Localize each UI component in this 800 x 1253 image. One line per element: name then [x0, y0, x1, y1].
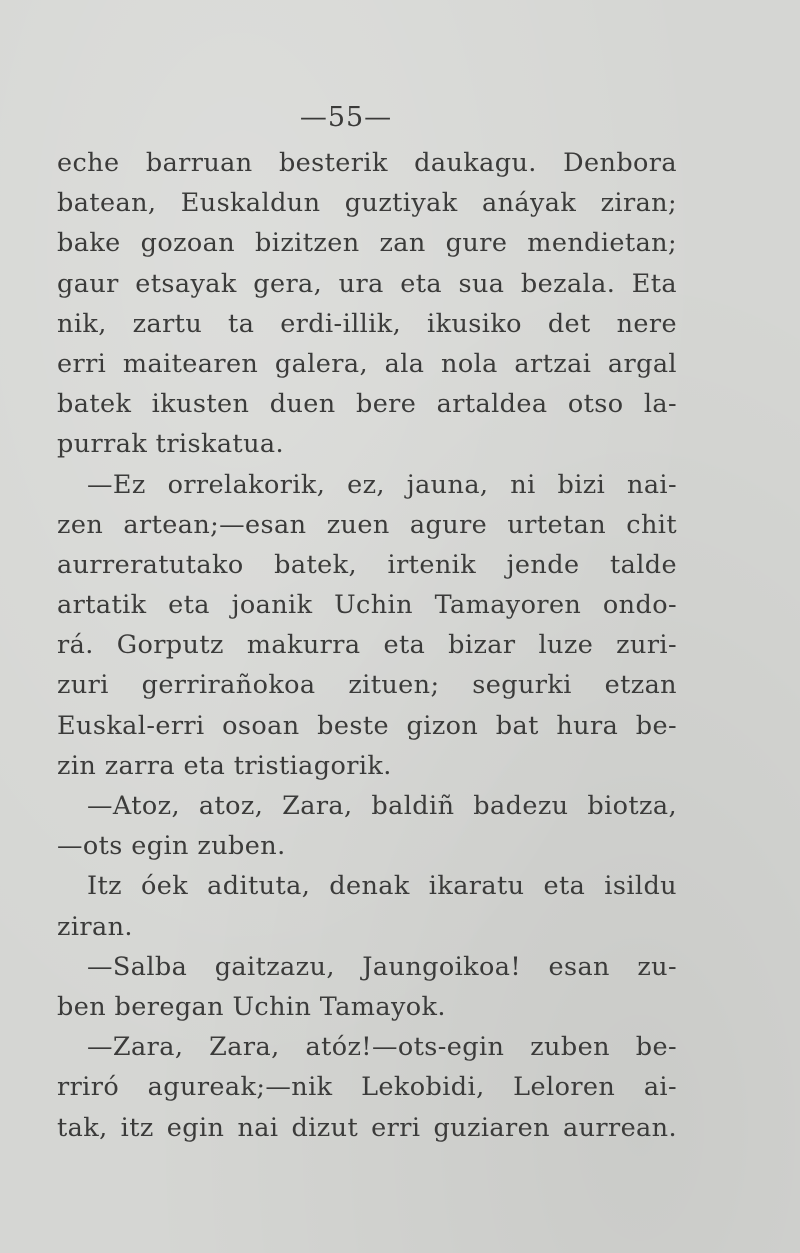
- text-line: zuri gerrirañokoa zituen; segurki etzan: [57, 670, 677, 701]
- text-line: bake gozoan bizitzen zan gure mendietan;: [57, 228, 677, 259]
- text-line: ziran.: [57, 911, 133, 942]
- text-line: tak, itz egin nai dizut erri guziaren aurrean.: [57, 1112, 677, 1143]
- text-line: Euskal-erri osoan beste gizon bat hura be-: [57, 710, 677, 741]
- page-number: —55—: [299, 102, 393, 133]
- text-line: erri maitearen galera, ala nola artzai argal: [57, 348, 677, 379]
- text-line: —Zara, Zara, atóz!—ots-egin zuben be-: [87, 1032, 677, 1063]
- text-line: nik, zartu ta erdi-illik, ikusiko det nere: [57, 308, 677, 339]
- text-line: zin zarra eta tristiagorik.: [57, 750, 392, 781]
- text-line: aurreratutako batek, irtenik jende talde: [57, 549, 677, 580]
- text-line: rriró agureak;—nik Lekobidi, Leloren ai-: [57, 1072, 677, 1103]
- text-line: —Ez orrelakorik, ez, jauna, ni bizi nai-: [87, 469, 677, 500]
- text-line: eche barruan besterik daukagu. Denbora: [57, 148, 677, 178]
- text-line: batean, Euskaldun guztiyak anáyak ziran;: [57, 188, 677, 219]
- text-line: purrak triskatua.: [57, 429, 284, 460]
- text-line: Itz óek adituta, denak ikaratu eta isildu: [87, 871, 677, 902]
- text-line: artatik eta joanik Uchin Tamayoren ondo-: [57, 590, 677, 621]
- text-line: —Atoz, atoz, Zara, baldiñ badezu biotza,: [87, 791, 677, 821]
- text-line: gaur etsayak gera, ura eta sua bezala. Eta: [57, 268, 677, 299]
- body-text: [57, 143, 677, 1148]
- text-line: batek ikusten duen bere artaldea otso la-: [57, 389, 677, 420]
- text-line: —Salba gaitzazu, Jaungoikoa! esan zu-: [87, 951, 677, 982]
- text-line: —ots egin zuben.: [57, 831, 286, 862]
- text-line: ben beregan Uchin Tamayok.: [57, 991, 446, 1022]
- text-line: zen artean;—esan zuen agure urtetan chit: [57, 509, 677, 540]
- text-line: rá. Gorputz makurra eta bizar luze zuri-: [57, 630, 677, 661]
